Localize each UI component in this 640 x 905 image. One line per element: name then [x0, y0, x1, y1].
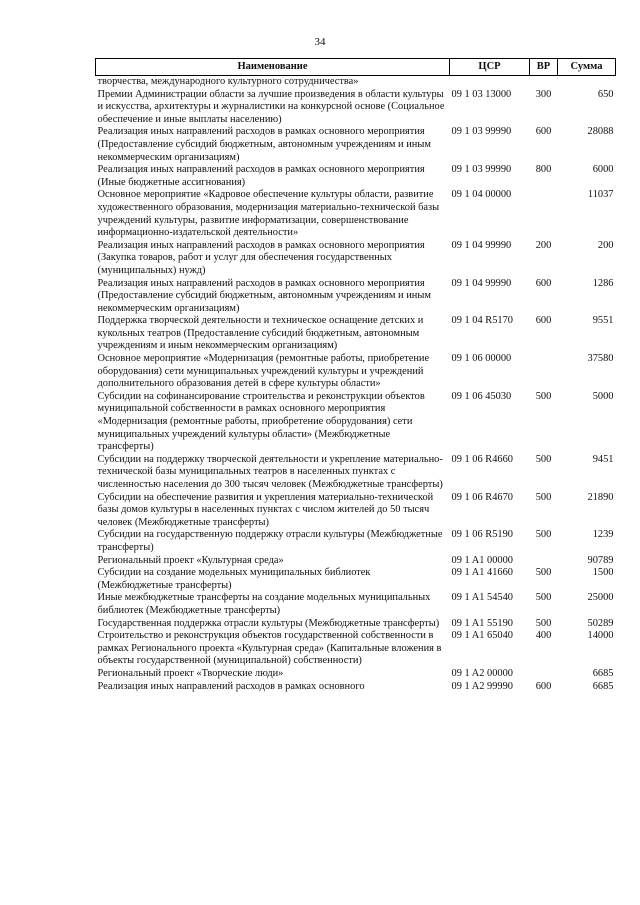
table-row: [96, 454, 616, 492]
cell-name: Реализация иных направлений расходов в рамках основного: [97, 680, 365, 692]
table-row: [96, 353, 616, 391]
cell-csr: 09 1 06 R4670: [451, 491, 513, 503]
cell-vr: 600: [535, 680, 552, 692]
cell-csr: 09 1 04 00000: [451, 189, 512, 201]
cell-vr: 600: [535, 277, 552, 289]
table-row: [96, 567, 616, 592]
cell-sum: 9451: [592, 453, 614, 465]
table-row: [96, 240, 616, 278]
cell-csr: 09 1 A1 41660: [451, 567, 513, 579]
table-row: [96, 592, 616, 617]
cell-csr: 09 1 A1 54540: [451, 592, 513, 604]
cell-vr: 500: [535, 529, 552, 541]
cell-name: Основное мероприятие «Кадровое обеспечение культуры области, развитие художественного образования, модернизация материально-технической базы учреждений культуры, развитие информатизации, совершенствование информационно-издательской деятельности»: [97, 189, 440, 239]
cell-name: Субсидии на софинансирование строительства и реконструкции объектов муниципальной собственности в рамках основного мероприятия «Модернизация (ремонтные работы, приобретение оборудования) сети муниципальных учреждений культуры области» (Межбюджетные трансферты): [97, 390, 425, 453]
table-row: [96, 315, 616, 353]
cell-sum: 1286: [592, 277, 614, 289]
cell-vr: 300: [535, 88, 552, 100]
table-header-row: [96, 59, 616, 76]
cell-sum: 6685: [592, 680, 614, 692]
table-row: [96, 555, 616, 568]
cell-vr: 500: [535, 617, 552, 629]
cell-vr: 500: [535, 567, 552, 579]
cell-sum: 28088: [587, 126, 614, 138]
cell-csr: 09 1 A2 99990: [451, 680, 513, 692]
cell-name: Реализация иных направлений расходов в рамках основного мероприятия (Предоставление субсидий бюджетным, автономным учреждениям и иным некоммерческим организациям): [97, 277, 431, 314]
cell-sum: 37580: [587, 353, 614, 365]
cell-name: Субсидии на создание модельных муниципальных библиотек (Межбюджетные трансферты): [97, 567, 371, 591]
cell-name: Региональный проект «Культурная среда»: [97, 554, 284, 566]
table-row: [96, 76, 616, 89]
cell-sum: 1500: [592, 567, 614, 579]
cell-sum: 6685: [592, 667, 614, 679]
cell-vr: 400: [535, 630, 552, 642]
table-row: [96, 492, 616, 530]
table-row: [96, 89, 616, 127]
cell-csr: 09 1 06 45030: [451, 390, 512, 402]
cell-name: Субсидии на поддержку творческой деятельности и укрепление материально-технической базы муниципальных театров в населенных пунктах с численностью населения до 300 тысяч человек (Межбюджетные трансферты): [97, 453, 443, 490]
cell-sum: 200: [597, 239, 614, 251]
cell-csr: 09 1 A1 00000: [451, 554, 513, 566]
cell-csr: 09 1 04 99990: [451, 239, 512, 251]
table-body: [96, 76, 616, 694]
cell-vr: 500: [535, 592, 552, 604]
table-row: [96, 278, 616, 316]
cell-vr: 500: [535, 390, 552, 402]
cell-name: Поддержка творческой деятельности и техническое оснащение детских и кукольных театров (Предоставление субсидий бюджетным, автономным учреждениям и иным некоммерческим организациям): [97, 315, 424, 352]
cell-csr: 09 1 A1 55190: [451, 617, 513, 629]
cell-csr: 09 1 03 99990: [451, 164, 512, 176]
cell-csr: 09 1 03 99990: [451, 126, 512, 138]
cell-sum: 1239: [592, 529, 614, 541]
cell-sum: 11037: [587, 189, 614, 201]
cell-csr: [450, 76, 530, 89]
cell-vr: 500: [535, 453, 552, 465]
table-row: [96, 391, 616, 454]
cell-vr: 600: [535, 315, 552, 327]
cell-name: Иные межбюджетные трансферты на создание модельных муниципальных библиотек (Межбюджетные трансферты): [97, 592, 431, 616]
cell-vr: [530, 555, 558, 568]
table-row: [96, 630, 616, 668]
header-csr: ЦСР: [450, 59, 530, 76]
cell-sum: 21890: [587, 491, 614, 503]
cell-vr: 500: [535, 491, 552, 503]
table-row: [96, 126, 616, 164]
cell-name: Региональный проект «Творческие люди»: [97, 667, 284, 679]
cell-csr: 09 1 06 00000: [451, 353, 512, 365]
cell-vr: 200: [535, 239, 552, 251]
cell-name: Государственная поддержка отрасли культуры (Межбюджетные трансферты): [97, 617, 440, 629]
cell-sum: [558, 76, 616, 89]
cell-csr: 09 1 04 R5170: [451, 315, 513, 327]
cell-sum: 14000: [587, 630, 614, 642]
table-row: [96, 189, 616, 239]
table-row: [96, 164, 616, 189]
cell-vr: [530, 353, 558, 391]
cell-vr: [530, 189, 558, 239]
cell-csr: 09 1 03 13000: [451, 88, 512, 100]
table-row: [96, 681, 616, 694]
header-sum: Сумма: [558, 59, 616, 76]
page-number: 34: [314, 36, 326, 48]
cell-vr: [530, 668, 558, 681]
cell-name: Субсидии на обеспечение развития и укрепления материально-технической базы домов культуры в населенных пунктах с числом жителей до 50 тысяч человек (Межбюджетные трансферты): [97, 491, 434, 528]
cell-vr: [530, 76, 558, 89]
cell-name: Премии Администрации области за лучшие произведения в области культуры и искусства, архитектуры и журналистики на конкурсной основе (Социальное обеспечение и иные выплаты населению): [97, 88, 445, 125]
cell-csr: 09 1 04 99990: [451, 277, 512, 289]
header-name: Наименование: [96, 59, 450, 76]
table-row: [96, 618, 616, 631]
cell-sum: 5000: [592, 390, 614, 402]
cell-csr: 09 1 06 R5190: [451, 529, 513, 541]
cell-name: Реализация иных направлений расходов в рамках основного мероприятия (Предоставление субсидий бюджетным, автономным учреждениям и иным некоммерческим организациям): [97, 126, 431, 163]
cell-csr: 09 1 A1 65040: [451, 630, 513, 642]
header-vr: ВР: [530, 59, 558, 76]
cell-sum: 50289: [587, 617, 614, 629]
cell-name: Строительство и реконструкция объектов государственной собственности в рамках Регионального проекта «Культурная среда» (Капитальные вложения в объекты государственной (муниципальной) собственности): [97, 630, 442, 667]
cell-sum: 25000: [587, 592, 614, 604]
cell-csr: 09 1 06 R4660: [451, 453, 513, 465]
cell-name: Реализация иных направлений расходов в рамках основного мероприятия (Закупка товаров, работ и услуг для обеспечения государственных (муниципальных) нужд): [97, 239, 425, 276]
cell-sum: 90789: [587, 554, 614, 566]
cell-sum: 650: [597, 88, 614, 100]
budget-table: [95, 58, 616, 693]
cell-vr: 800: [535, 164, 552, 176]
cell-name: Основное мероприятие «Модернизация (ремонтные работы, приобретение оборудования) сети муниципальных учреждений культуры и учреждений дополнительного образования детей в сфере культуры области»: [97, 353, 430, 390]
cell-csr: 09 1 A2 00000: [451, 667, 513, 679]
cell-sum: 6000: [592, 164, 614, 176]
cell-vr: 600: [535, 126, 552, 138]
cell-name: Субсидии на государственную поддержку отрасли культуры (Межбюджетные трансферты): [97, 529, 443, 553]
cell-name: творчества, международного культурного сотрудничества»: [97, 76, 359, 87]
cell-sum: 9551: [592, 315, 614, 327]
cell-name: Реализация иных направлений расходов в рамках основного мероприятия (Иные бюджетные ассигнования): [97, 164, 425, 188]
table-row: [96, 668, 616, 681]
table-row: [96, 529, 616, 554]
